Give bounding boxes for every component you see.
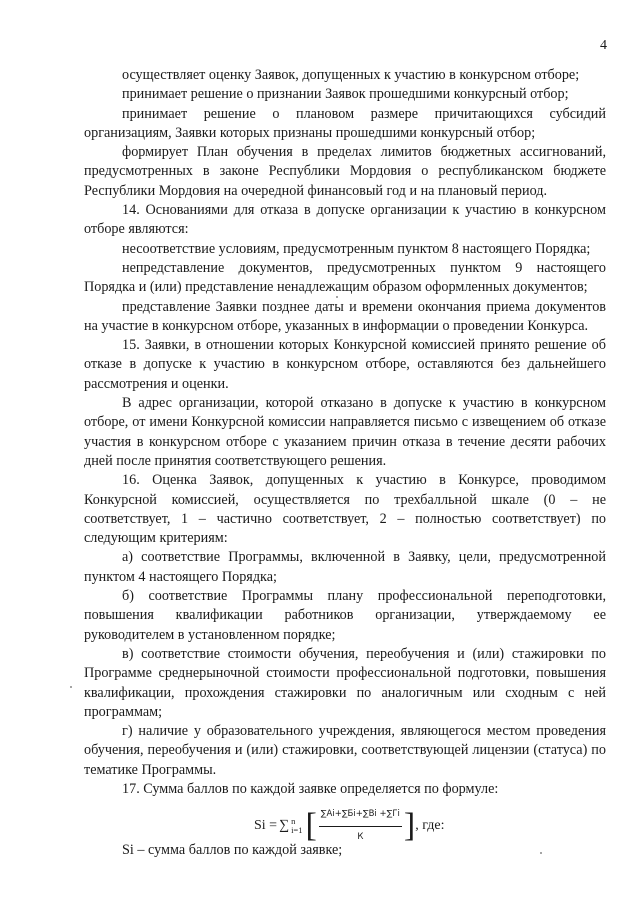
paragraph: г) наличие у образовательного учреждения, являющегося местом проведения обучения, переобучения и (или) стажировки, соответствующей лицензии (статуса) по тематике Программы. (84, 723, 606, 778)
scan-speck (70, 686, 72, 688)
paragraph: 16. Оценка Заявок, допущенных к участию в Конкурсе, проводимом Конкурсной комиссией, осуществляется по трехбалльной шкале (0 – не соответствует, 1 – частично соответствует, 2 – полностью соответствует) по следующим критериям: (84, 472, 606, 547)
score-formula (254, 805, 445, 847)
paragraph: 14. Основаниями для отказа в допуске организации к участию в конкурсном отборе являются: (84, 202, 606, 238)
left-bracket: [ (305, 807, 317, 845)
paragraph: 15. Заявки, в отношении которых Конкурсной комиссией принято решение об отказе в допуске к участию в конкурсном отборе, оставляются без дальнейшего рассмотрения и оценки. (84, 337, 606, 392)
page-number: 4 (600, 38, 607, 53)
paragraph: б) соответствие Программы плану профессиональной переподготовки, повышения квалификации работников организации, утверждаемому ее руководителем в установленном порядке; (84, 588, 606, 643)
paragraph: В адрес организации, которой отказано в допуске к участию в конкурсном отборе, от имени Конкурсной комиссии направляется письмо с извещением об отказе участия в конкурсном отборе с указанием причин отказа в течение десяти рабочих дней после принятия соответствующего решения. (84, 395, 606, 469)
paragraph: принимает решение о плановом размере причитающихся субсидий организациям, Заявки которых признаны прошедшими конкурсный отбор; (84, 105, 606, 141)
formula-line (84, 799, 606, 845)
formula-lhs: Si = (254, 818, 278, 834)
paragraph: представление Заявки позднее даты и времени окончания приема документов на участие в конкурсном отборе, указанных в информации о проведении Конкурса. (84, 298, 606, 334)
formula-denominator: К (357, 831, 364, 842)
paragraph: формирует План обучения в пределах лимитов бюджетных ассигнований, предусмотренных в законе Республики Мордовия о республиканском бюджете Республики Мордовия на очередной финансовый год и на плановый период. (84, 144, 606, 199)
scan-speck (336, 296, 338, 298)
formula-fraction (319, 805, 402, 847)
sum-lower-limit: i=1 (291, 825, 303, 836)
paragraph: непредставление документов, предусмотренных пунктом 9 настоящего Порядка и (или) представление ненадлежащим образом оформленных документов; (84, 259, 606, 296)
right-bracket: ] (403, 807, 416, 845)
paragraph: 17. Сумма баллов по каждой заявке определяется по формуле: (122, 780, 499, 797)
scan-speck (540, 852, 542, 854)
paragraph: осуществляет оценку Заявок, допущенных к участию в конкурсном отборе; (122, 67, 580, 83)
paragraph: несоответствие условиям, предусмотренным пунктом 8 настоящего Порядка; (122, 240, 591, 257)
paragraph: принимает решение о признании Заявок прошедшими конкурсный отбор; (122, 86, 569, 103)
sum-symbol: ∑ (279, 818, 290, 834)
paragraph: а) соответствие Программы, включенной в Заявку, цели, предусмотренной пунктом 4 настоящего Порядка; (84, 549, 606, 585)
sum-upper-limit: n (291, 816, 296, 827)
document-body (84, 66, 606, 861)
sum-limits (291, 817, 302, 835)
paragraph: в) соответствие стоимости обучения, переобучения и (или) стажировки по Программе среднерыночной стоимости профессиональной подготовки, повышения квалификации, прохождения стажировки по аналогичным или сходным с ней программам; (84, 645, 606, 720)
formula-suffix: , где: (415, 818, 445, 834)
formula-numerator: ∑Ai+∑Бi+∑Вi +∑Гi (319, 805, 402, 826)
definition-text: Si – сумма баллов по каждой заявке; (122, 842, 343, 859)
